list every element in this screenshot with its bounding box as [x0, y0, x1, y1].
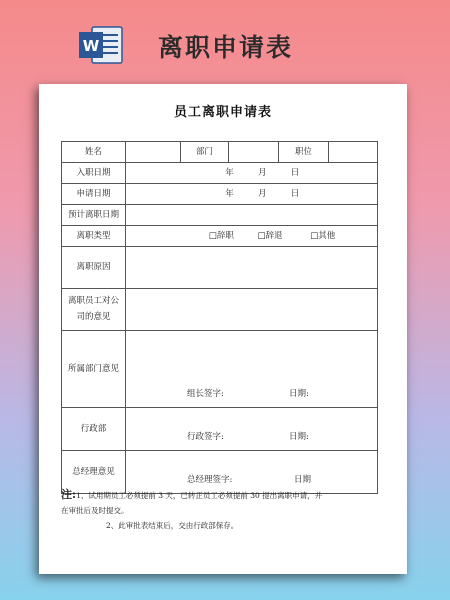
table-row	[62, 142, 378, 163]
reason-cell[interactable]	[126, 247, 378, 289]
type-option-dismiss[interactable]: □辞退	[257, 230, 283, 241]
table-row	[62, 289, 378, 331]
year-label: 年	[225, 167, 234, 178]
position-cell[interactable]	[329, 142, 378, 163]
planned-date-cell[interactable]	[126, 205, 378, 226]
name-cell[interactable]	[126, 142, 181, 163]
leader-date-label: 日期:	[289, 389, 309, 400]
label-dept: 部门	[181, 142, 229, 163]
label-reason: 离职原因	[62, 247, 126, 289]
type-option-other[interactable]: □其他	[310, 230, 336, 241]
label-join-date: 入职日期	[62, 163, 126, 184]
dept-opinion-cell[interactable]	[126, 331, 378, 408]
join-date-cell[interactable]	[126, 163, 378, 184]
table-row	[62, 163, 378, 184]
svg-text:W: W	[82, 37, 100, 55]
dept-cell[interactable]	[229, 142, 279, 163]
table-row	[62, 184, 378, 205]
label-apply-date: 申请日期	[62, 184, 126, 205]
app-title: 离职申请表	[158, 33, 294, 62]
label-position: 职位	[279, 142, 329, 163]
note-line-3: 2、此审批表结束后，交由行政部保存。	[106, 521, 239, 530]
document-page	[39, 84, 407, 574]
resignation-form	[61, 141, 378, 494]
note-line-1: 1、试用期员工必须提前 3 天，已转正员工必须提前 30 提出离职申请，并	[76, 491, 323, 500]
year-label: 年	[225, 188, 234, 199]
table-row	[62, 331, 378, 408]
notes-label: 注:	[61, 488, 77, 501]
label-gm: 总经理意见	[62, 451, 126, 494]
month-label: 月	[257, 188, 267, 199]
table-row	[62, 226, 378, 247]
admin-signature-label: 行政签字:	[187, 432, 224, 443]
note-1	[61, 487, 377, 503]
label-planned-date: 预计离职日期	[62, 205, 126, 226]
day-label: 日	[290, 188, 300, 199]
table-row	[62, 408, 378, 451]
notes	[61, 487, 377, 533]
leader-signature-label: 组长签字:	[187, 389, 224, 400]
note-line-2: 在审批后及时提交。	[61, 506, 129, 515]
word-icon	[78, 24, 124, 66]
label-name: 姓名	[62, 142, 126, 163]
gm-signature-label: 总经理签字:	[187, 475, 233, 486]
label-type: 离职类型	[62, 226, 126, 247]
table-row	[62, 205, 378, 226]
label-admin: 行政部	[62, 408, 126, 451]
apply-date-cell[interactable]	[126, 184, 378, 205]
opinion-cell[interactable]	[126, 289, 378, 331]
admin-cell[interactable]	[126, 408, 378, 451]
day-label: 日	[290, 167, 300, 178]
document-title: 员工离职申请表	[173, 105, 272, 120]
type-options-cell	[126, 226, 378, 247]
admin-date-label: 日期:	[289, 432, 309, 443]
label-dept-opinion: 所属部门意见	[62, 331, 126, 408]
month-label: 月	[257, 167, 267, 178]
header	[0, 0, 450, 80]
type-option-resign[interactable]: □辞职	[208, 230, 234, 241]
label-opinion-line2: 司的意见	[76, 312, 111, 322]
label-opinion	[62, 289, 126, 331]
label-opinion-line1: 离职员工对公	[67, 296, 119, 307]
gm-date-label: 日期	[294, 475, 312, 486]
table-row	[62, 247, 378, 289]
